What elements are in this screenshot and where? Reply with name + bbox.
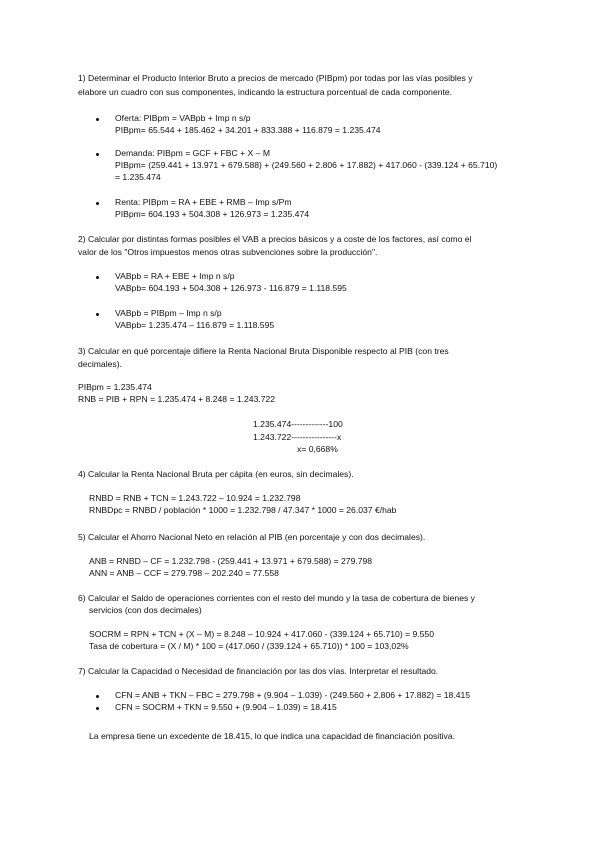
q1-renta-formula: Renta: PIBpm = RA + EBE + RMB – Imp s/Pm [115, 197, 292, 207]
q3-rnb: RNB = PIB + RPN = 1.235.474 + 8.248 = 1.243.722 [78, 394, 276, 404]
q1-oferta-calc: PIBpm= 65.544 + 185.462 + 34.201 + 833.388 + 116.879 = 1.235.474 [115, 125, 381, 135]
q7-conclusion: La empresa tiene un excedente de 18.415, lo que indica una capacidad de financiación positiva. [89, 731, 455, 741]
q3-title-line1: 3) Calcular en qué porcentaje difiere la Renta Nacional Bruta Disponible respecto al PIB (con tres [78, 346, 449, 356]
bullet [96, 276, 99, 279]
q4-title: 4) Calcular la Renta Nacional Bruta per cápita (en euros, sin decimales). [78, 469, 354, 479]
q6-title-line2: servicios (con dos decimales) [89, 605, 202, 615]
q2-title-line2: valor de los "Otros impuestos menos otras subvenciones sobre la producción". [78, 247, 378, 257]
q3-pibpm: PIBpm = 1.235.474 [78, 382, 152, 392]
q2-title-line1: 2) Calcular por distintas formas posibles el VAB a precios básicos y a coste de los factores, así como el [78, 234, 472, 244]
bullet [96, 153, 99, 156]
bullet [96, 313, 99, 316]
q7-title: 7) Calcular la Capacidad o Necesidad de financiación por las dos vías. Interpretar el resultado. [78, 666, 439, 676]
q2-b1-calc: VABpb= 604.193 + 504.308 + 126.973 - 116.879 = 1.118.595 [115, 283, 347, 293]
q2-b1-formula: VABpb = RA + EBE + Imp n s/p [115, 271, 235, 281]
q6-socrm: SOCRM = RPN + TCN + (X – M) = 8.248 – 10.924 + 417.060 - (339.124 + 65.710) = 9.550 [89, 629, 434, 639]
q1-demanda-calc: PIBpm= (259.441 + 13.971 + 679.588) + (249.560 + 2.806 + 17.882) + 417.060 - (339.124 + 65.710) [115, 160, 498, 170]
q2-b2-formula: VABpb = PIBpm – Imp n s/p [115, 308, 222, 318]
q1-oferta-formula: Oferta: PIBpm = VABpb + Imp n s/p [115, 113, 251, 123]
q3-result: x= 0,668% [297, 444, 338, 454]
q7-cfn-via1: CFN = ANB + TKN – FBC = 279.798 + (9.904 – 1.039) - (249.560 + 2.806 + 17.882) = 18.415 [115, 690, 471, 700]
bullet [96, 202, 99, 205]
q1-renta-calc: PIBpm= 604.193 + 504.308 + 126.973 = 1.235.474 [115, 209, 310, 219]
bullet [96, 695, 99, 698]
bullet [96, 118, 99, 121]
q1-demanda-formula: Demanda: PIBpm = GCF + FBC + X – M [115, 148, 270, 158]
q3-title-line2: decimales). [78, 359, 122, 369]
q2-b2-calc: VABpb= 1.235.474 – 116.879 = 1.118.595 [115, 320, 275, 330]
bullet [96, 707, 99, 710]
q5-title: 5) Calcular el Ahorro Nacional Neto en relación al PIB (en porcentaje y con dos decimales). [78, 532, 426, 542]
q1-title-line1: 1) Determinar el Producto Interior Bruto a precios de mercado (PIBpm) por todas por las vías posibles y [78, 73, 473, 83]
q6-tasa-cobertura: Tasa de cobertura = (X / M) * 100 = (417.060 / (339.124 + 65.710)) * 100 = 103,02% [89, 641, 409, 651]
q5-anb: ANB = RNBD – CF = 1.232.798 - (259.441 + 13.971 + 679.588) = 279.798 [89, 556, 373, 566]
q1-title-line2: elabore un cuadro con sus componentes, indicando la estructura porcentual de cada componente. [78, 87, 453, 97]
q4-rnbdpc: RNBDpc = RNBD / población * 1000 = 1.232.798 / 47.347 * 1000 = 26.037 €/hab [89, 505, 397, 515]
q1-demanda-result: = 1.235.474 [115, 172, 161, 182]
q5-ann: ANN = ANB – CCF = 279.798 – 202.240 = 77.558 [89, 568, 279, 578]
q7-cfn-via2: CFN = SOCRM + TKN = 9.550 + (9.904 – 1.039) = 18.415 [115, 702, 337, 712]
q3-rule-line2: 1.243.722----------------x [253, 432, 342, 442]
q6-title-line1: 6) Calcular el Saldo de operaciones corrientes con el resto del mundo y la tasa de cobertura de bienes y [78, 593, 475, 603]
q4-rnbd: RNBD = RNB + TCN = 1.243.722 – 10.924 = 1.232.798 [89, 493, 301, 503]
q3-rule-line1: 1.235.474-------------100 [253, 419, 343, 429]
